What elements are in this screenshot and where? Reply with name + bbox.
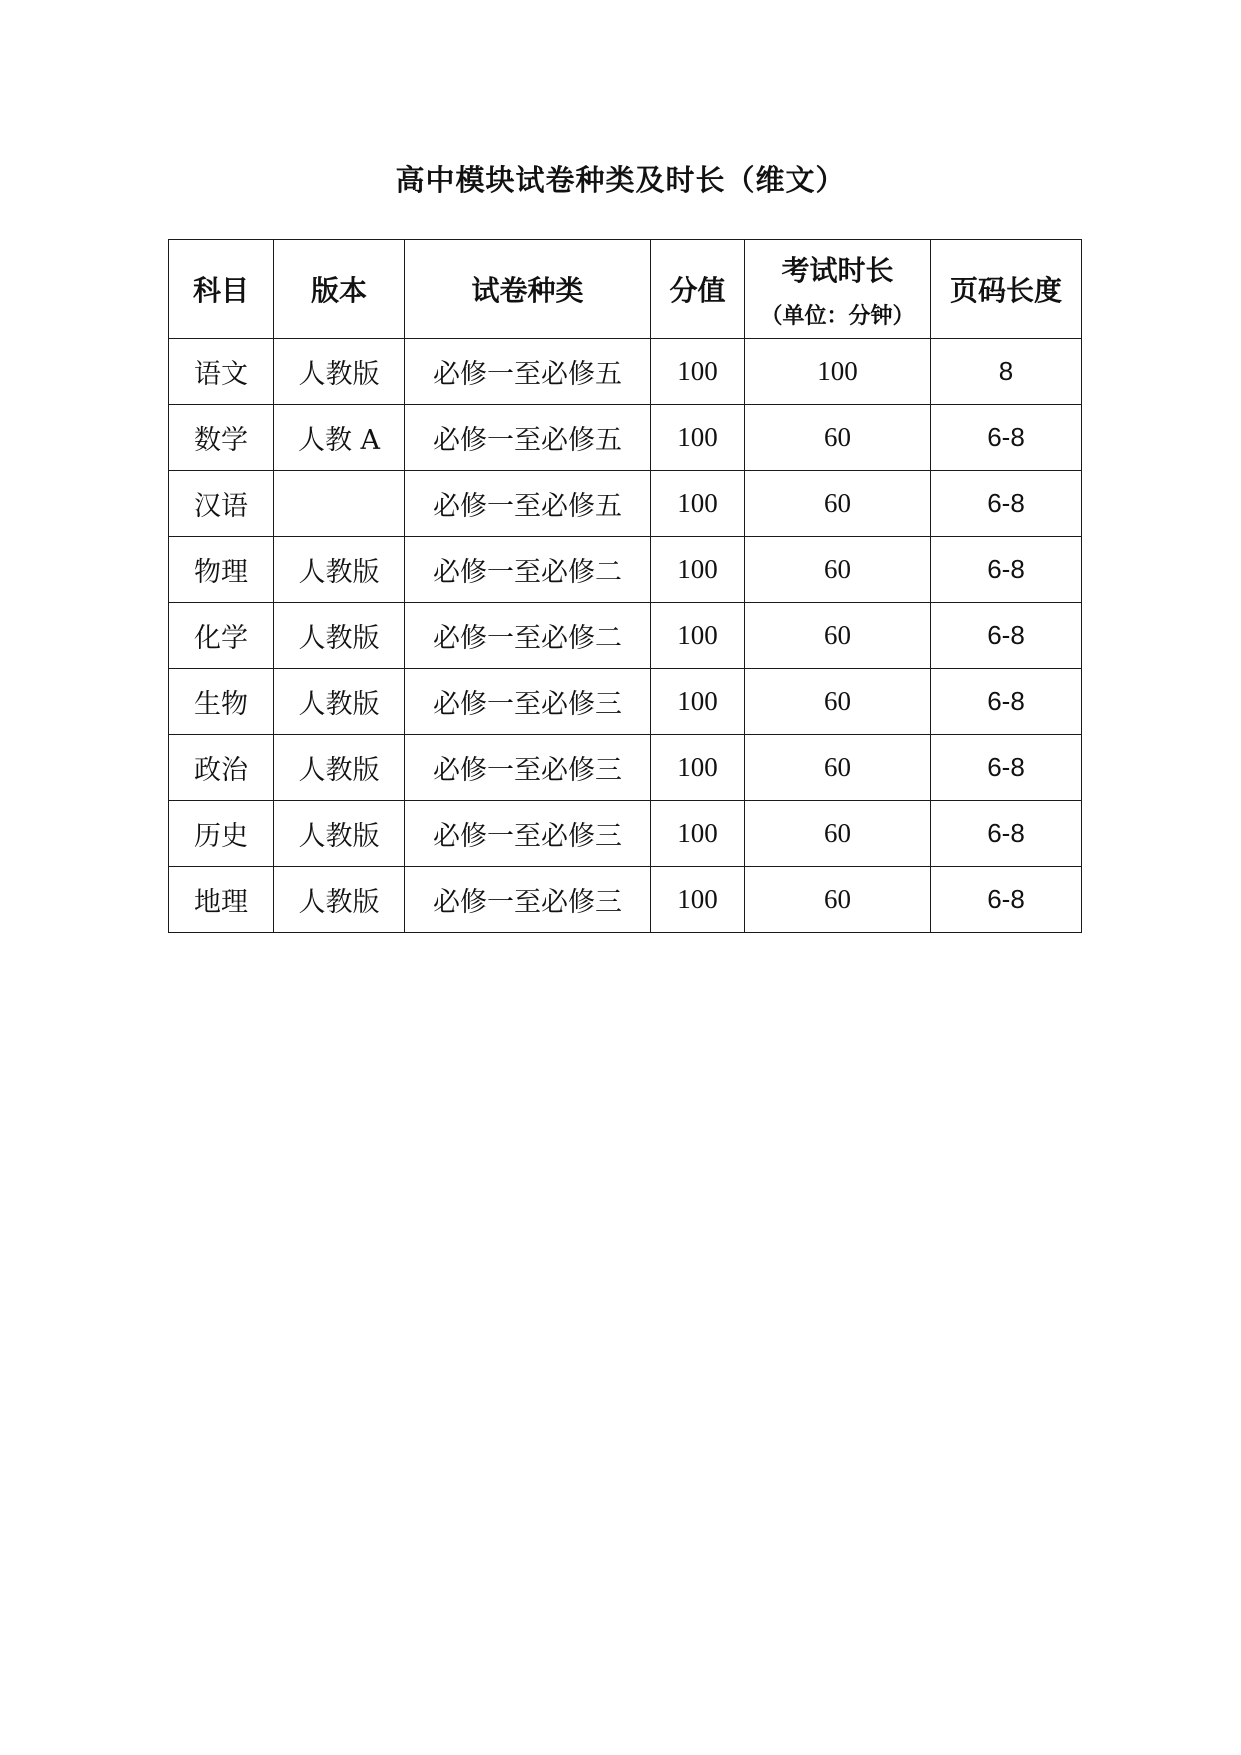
header-subject: 科目 xyxy=(169,240,274,339)
cell-duration: 60 xyxy=(745,537,931,603)
cell-page-length: 8 xyxy=(931,339,1082,405)
cell-edition: 人教版 xyxy=(274,735,405,801)
header-edition: 版本 xyxy=(274,240,405,339)
header-duration-unit: （单位：分钟） xyxy=(760,303,915,329)
cell-score: 100 xyxy=(651,801,745,867)
table-header-row xyxy=(169,240,1082,339)
cell-subject: 政治 xyxy=(169,735,274,801)
cell-duration: 60 xyxy=(745,405,931,471)
cell-subject: 历史 xyxy=(169,801,274,867)
table-row xyxy=(169,405,1082,471)
table-row xyxy=(169,801,1082,867)
cell-page-length: 6-8 xyxy=(931,537,1082,603)
cell-subject: 地理 xyxy=(169,867,274,933)
table-row xyxy=(169,339,1082,405)
cell-page-length: 6-8 xyxy=(931,867,1082,933)
cell-page-length: 6-8 xyxy=(931,669,1082,735)
header-score: 分值 xyxy=(651,240,745,339)
cell-score: 100 xyxy=(651,735,745,801)
cell-edition: 人教版 xyxy=(274,801,405,867)
cell-score: 100 xyxy=(651,471,745,537)
cell-duration: 60 xyxy=(745,735,931,801)
cell-edition: 人教版 xyxy=(274,603,405,669)
cell-page-length: 6-8 xyxy=(931,405,1082,471)
cell-paper-type: 必修一至必修五 xyxy=(405,471,651,537)
cell-edition: 人教版 xyxy=(274,669,405,735)
cell-paper-type: 必修一至必修三 xyxy=(405,801,651,867)
cell-subject: 汉语 xyxy=(169,471,274,537)
cell-paper-type: 必修一至必修五 xyxy=(405,339,651,405)
table-row xyxy=(169,537,1082,603)
cell-paper-type: 必修一至必修二 xyxy=(405,537,651,603)
cell-duration: 60 xyxy=(745,471,931,537)
cell-subject: 生物 xyxy=(169,669,274,735)
cell-score: 100 xyxy=(651,603,745,669)
cell-page-length: 6-8 xyxy=(931,735,1082,801)
table-row xyxy=(169,471,1082,537)
table-row xyxy=(169,603,1082,669)
header-page-length: 页码长度 xyxy=(931,240,1082,339)
cell-score: 100 xyxy=(651,867,745,933)
cell-subject: 化学 xyxy=(169,603,274,669)
cell-duration: 100 xyxy=(745,339,931,405)
cell-subject: 语文 xyxy=(169,339,274,405)
cell-score: 100 xyxy=(651,537,745,603)
header-duration-label: 考试时长 xyxy=(781,253,894,287)
cell-score: 100 xyxy=(651,405,745,471)
cell-score: 100 xyxy=(651,669,745,735)
cell-subject: 物理 xyxy=(169,537,274,603)
cell-page-length: 6-8 xyxy=(931,801,1082,867)
cell-paper-type: 必修一至必修三 xyxy=(405,735,651,801)
header-paper-type: 试卷种类 xyxy=(405,240,651,339)
cell-edition: 人教版 xyxy=(274,339,405,405)
cell-duration: 60 xyxy=(745,669,931,735)
exam-table xyxy=(168,239,1082,933)
cell-paper-type: 必修一至必修三 xyxy=(405,867,651,933)
table-row xyxy=(169,735,1082,801)
cell-score: 100 xyxy=(651,339,745,405)
cell-duration: 60 xyxy=(745,867,931,933)
header-duration xyxy=(745,240,931,339)
cell-duration: 60 xyxy=(745,603,931,669)
cell-page-length: 6-8 xyxy=(931,471,1082,537)
table-row xyxy=(169,867,1082,933)
cell-edition xyxy=(274,471,405,537)
cell-edition: 人教 A xyxy=(274,405,405,471)
cell-subject: 数学 xyxy=(169,405,274,471)
cell-edition: 人教版 xyxy=(274,867,405,933)
cell-paper-type: 必修一至必修五 xyxy=(405,405,651,471)
cell-page-length: 6-8 xyxy=(931,603,1082,669)
cell-paper-type: 必修一至必修二 xyxy=(405,603,651,669)
cell-paper-type: 必修一至必修三 xyxy=(405,669,651,735)
cell-edition: 人教版 xyxy=(274,537,405,603)
document-title: 高中模块试卷种类及时长（维文） xyxy=(395,163,846,197)
cell-duration: 60 xyxy=(745,801,931,867)
table-row xyxy=(169,669,1082,735)
